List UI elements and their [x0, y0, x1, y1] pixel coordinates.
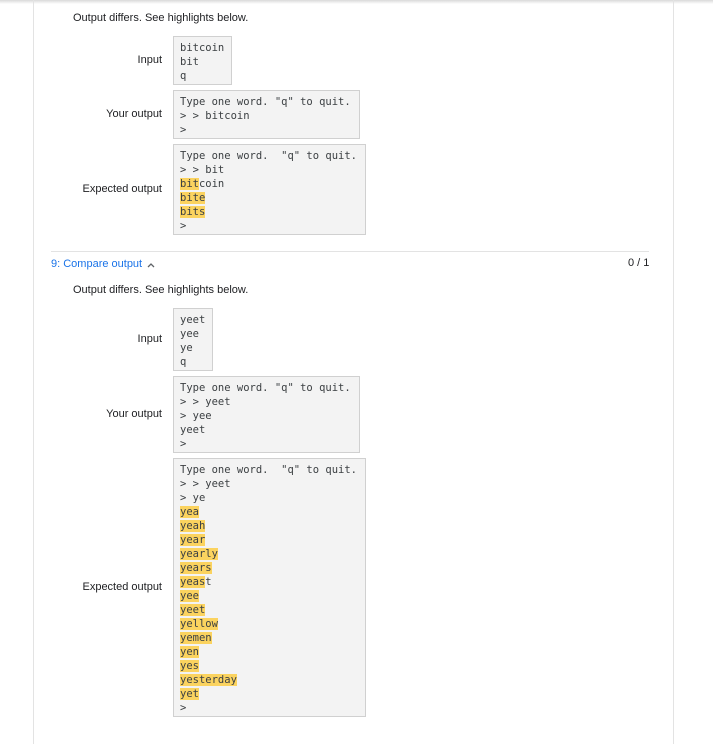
- highlighted-diff-text: bite: [180, 192, 206, 204]
- highlighted-diff-text: yellow: [180, 618, 218, 630]
- expected-line: [180, 477, 359, 491]
- output-line: Type one word. "q" to quit.: [180, 96, 351, 108]
- matched-text: Type one word. "q" to quit.: [180, 150, 358, 162]
- test9-title: 9: Compare output: [51, 258, 143, 270]
- highlighted-diff-text: years: [180, 562, 212, 574]
- matched-text: coin: [198, 178, 225, 190]
- output-line: ye: [180, 342, 193, 354]
- test9-message: Output differs. See highlights below.: [73, 284, 249, 296]
- matched-text: >: [180, 220, 187, 232]
- test9-your-output-lines: [180, 381, 353, 451]
- output-line: > yee: [180, 410, 212, 422]
- expected-line: [180, 589, 359, 603]
- highlighted-diff-text: yeet: [180, 604, 206, 616]
- expected-line: [180, 205, 359, 219]
- output-line: > > yeet: [180, 396, 231, 408]
- expected-line: [180, 163, 359, 177]
- highlighted-diff-text: yee: [180, 590, 199, 602]
- expected-line: [180, 561, 359, 575]
- matched-text: >: [180, 702, 187, 714]
- expected-line: [180, 219, 359, 233]
- test9-input-box: [173, 308, 213, 371]
- matched-text: > > bit: [180, 164, 225, 176]
- test8-input-lines: [180, 41, 225, 83]
- output-line: yeet: [180, 314, 206, 326]
- expected-line: [180, 177, 359, 191]
- test9-expected-box: [173, 458, 366, 717]
- expected-line: [180, 701, 359, 715]
- test8-your-output-lines: [180, 95, 353, 137]
- highlighted-diff-text: yeas: [180, 576, 206, 588]
- expected-line: [180, 687, 359, 701]
- output-line: yee: [180, 328, 199, 340]
- expected-line: [180, 673, 359, 687]
- test8-your-output-label: Your output: [106, 108, 162, 120]
- output-line: bit: [180, 56, 199, 68]
- output-line: bitcoin: [180, 42, 225, 54]
- test9-compare-toggle[interactable]: [51, 258, 155, 270]
- test9-expected-lines: [180, 463, 359, 715]
- test9-input-lines: [180, 313, 206, 369]
- section-divider: [51, 251, 649, 252]
- expected-line: [180, 575, 359, 589]
- highlighted-diff-text: yen: [180, 646, 199, 658]
- output-line: >: [180, 124, 187, 136]
- test8-expected-label: Expected output: [82, 183, 162, 195]
- expected-line: [180, 191, 359, 205]
- highlighted-diff-text: bit: [180, 178, 199, 190]
- output-line: > > bitcoin: [180, 110, 250, 122]
- expected-line: [180, 603, 359, 617]
- matched-text: > > yeet: [180, 478, 231, 490]
- expected-line: [180, 505, 359, 519]
- expected-line: [180, 463, 359, 477]
- expected-line: [180, 631, 359, 645]
- highlighted-diff-text: yearly: [180, 548, 218, 560]
- highlighted-diff-text: year: [180, 534, 206, 546]
- test8-your-output-box: [173, 90, 360, 139]
- expected-line: [180, 659, 359, 673]
- highlighted-diff-text: yeah: [180, 520, 206, 532]
- expected-line: [180, 547, 359, 561]
- expected-line: [180, 617, 359, 631]
- highlighted-diff-text: yet: [180, 688, 199, 700]
- output-line: >: [180, 438, 187, 450]
- expected-line: [180, 533, 359, 547]
- test9-expected-label: Expected output: [82, 581, 162, 593]
- highlighted-diff-text: yesterday: [180, 674, 237, 686]
- matched-text: > ye: [180, 492, 206, 504]
- test9-your-output-label: Your output: [106, 408, 162, 420]
- test8-message: Output differs. See highlights below.: [73, 12, 249, 24]
- test9-input-label: Input: [137, 333, 162, 345]
- output-line: Type one word. "q" to quit.: [180, 382, 351, 394]
- matched-text: Type one word. "q" to quit.: [180, 464, 358, 476]
- highlighted-diff-text: yes: [180, 660, 199, 672]
- test9-score: 0 / 1: [628, 257, 650, 269]
- test8-expected-lines: [180, 149, 359, 233]
- test8-input-label: Input: [137, 54, 162, 66]
- test8-expected-box: [173, 144, 366, 235]
- expected-line: [180, 519, 359, 533]
- highlighted-diff-text: yea: [180, 506, 199, 518]
- output-line: q: [180, 356, 187, 368]
- output-line: q: [180, 70, 187, 82]
- highlighted-diff-text: yemen: [180, 632, 212, 644]
- highlighted-diff-text: bits: [180, 206, 206, 218]
- test9-your-output-box: [173, 376, 360, 453]
- matched-text: t: [205, 576, 212, 588]
- chevron-up-icon: [147, 260, 155, 268]
- expected-line: [180, 645, 359, 659]
- expected-line: [180, 491, 359, 505]
- expected-line: [180, 149, 359, 163]
- output-line: yeet: [180, 424, 206, 436]
- test8-input-box: [173, 36, 232, 85]
